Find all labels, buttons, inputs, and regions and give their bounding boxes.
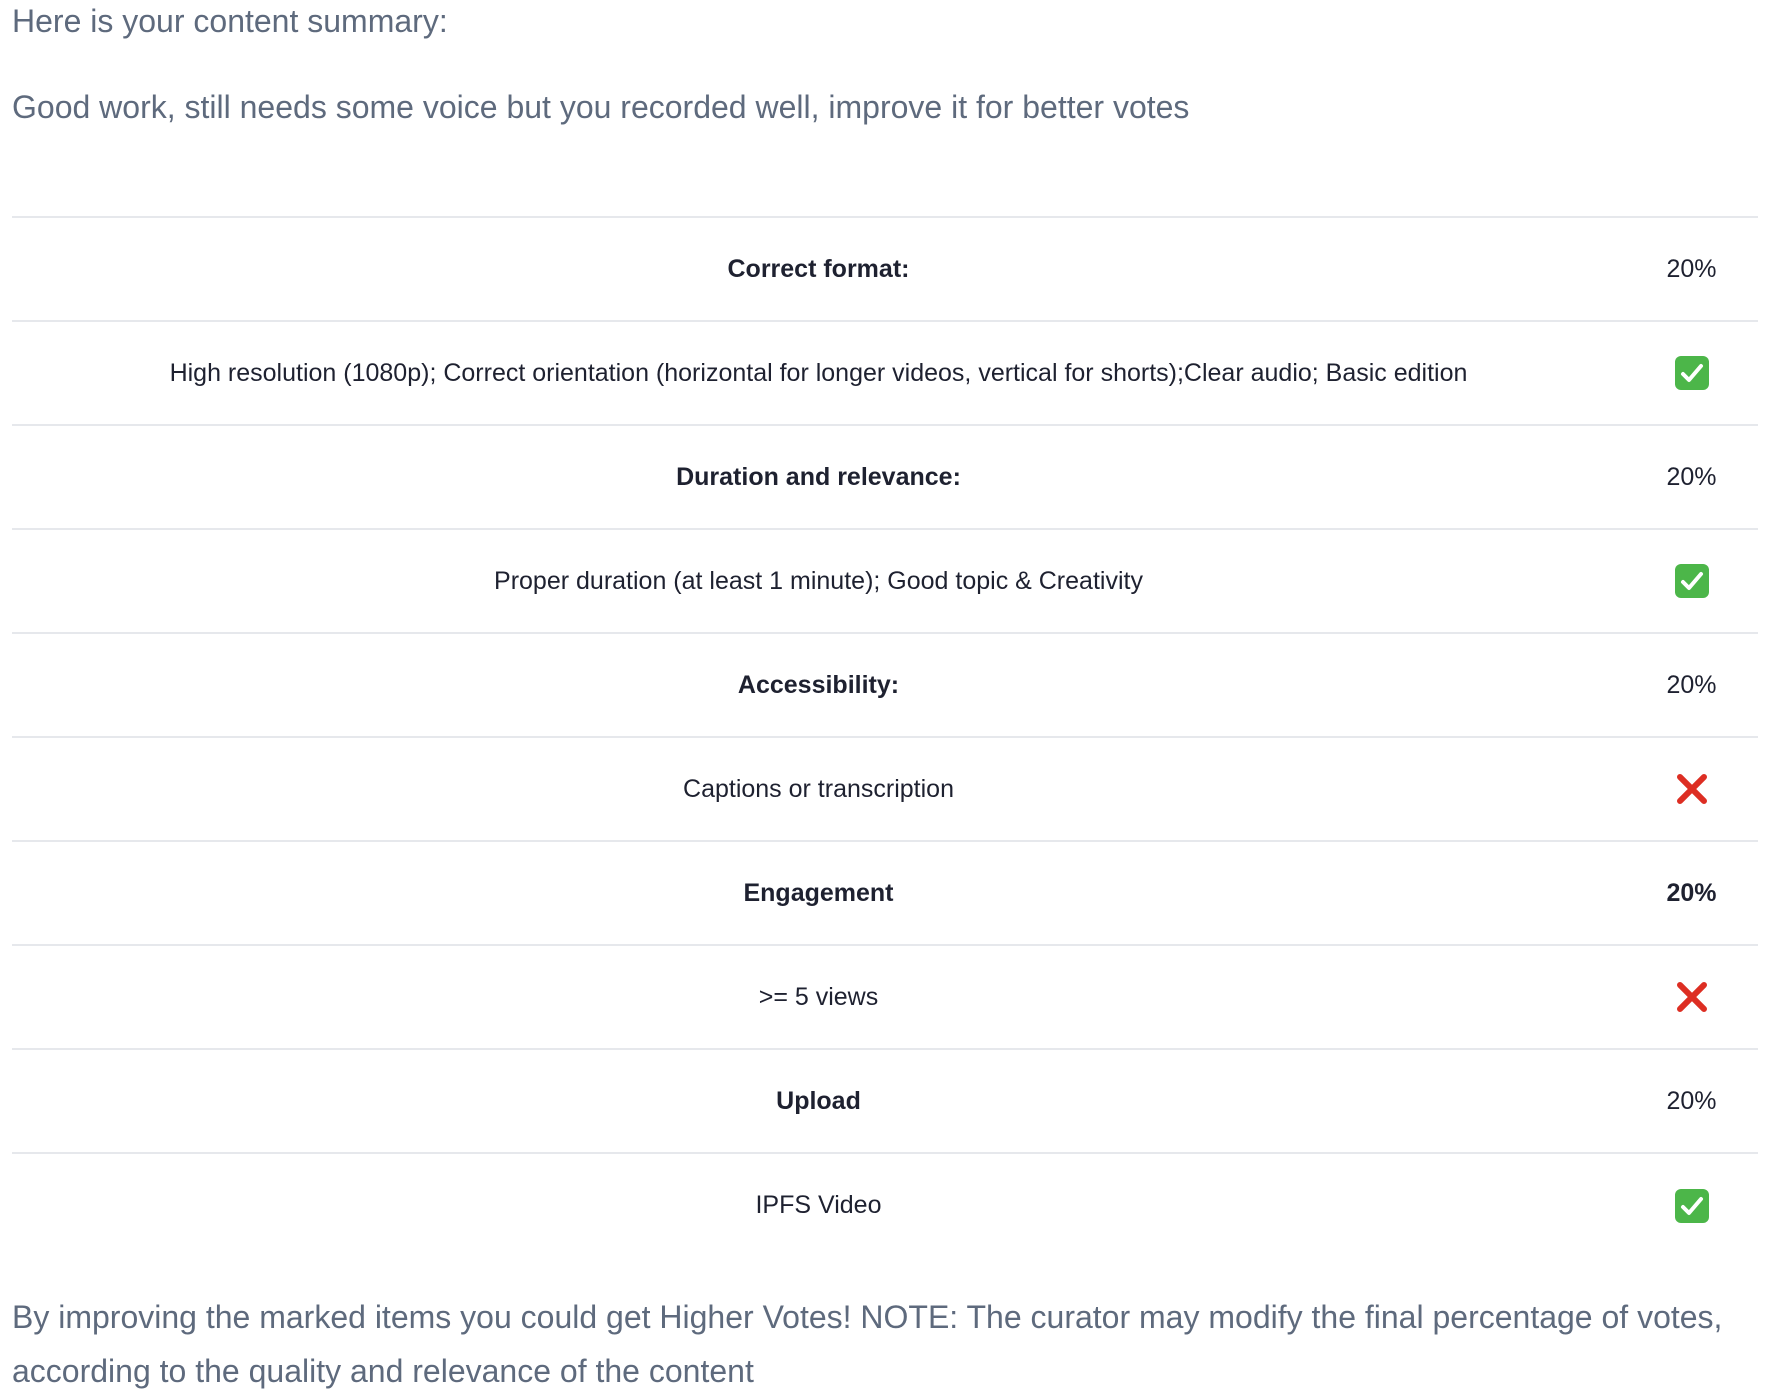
section-row-correct-format bbox=[12, 217, 1758, 321]
improvement-note: By improving the marked items you could get Higher Votes! NOTE: The curator may modify the final percentage of votes, according to the quality and relevance of the content bbox=[12, 1299, 1723, 1389]
check-icon bbox=[1675, 1189, 1709, 1223]
check-icon bbox=[1675, 564, 1709, 598]
summary-heading: Here is your content summary: bbox=[12, 3, 448, 39]
status-cell bbox=[1625, 321, 1758, 425]
section-label: Correct format: bbox=[727, 254, 910, 283]
criteria-row-captions bbox=[12, 737, 1758, 841]
section-percentage: 20% bbox=[1666, 670, 1717, 699]
criteria-label: Captions or transcription bbox=[683, 774, 954, 803]
status-cell bbox=[1625, 945, 1758, 1049]
check-icon bbox=[1675, 356, 1709, 390]
section-label: Accessibility: bbox=[737, 670, 900, 699]
section-row-engagement bbox=[12, 841, 1758, 945]
section-label: Upload bbox=[776, 1086, 861, 1115]
section-label: Engagement bbox=[743, 878, 894, 907]
feedback-text: Good work, still needs some voice but you recorded well, improve it for better votes bbox=[12, 89, 1190, 125]
status-cell bbox=[1625, 1153, 1758, 1257]
section-label: Duration and relevance: bbox=[676, 462, 961, 491]
section-percentage: 20% bbox=[1666, 1086, 1717, 1115]
criteria-label: High resolution (1080p); Correct orientation (horizontal for longer videos, vertical for shorts);Clear audio; Basic edition bbox=[169, 358, 1468, 387]
section-percentage: 20% bbox=[1666, 254, 1717, 283]
criteria-row-ipfs bbox=[12, 1153, 1758, 1257]
criteria-label: Proper duration (at least 1 minute); Good topic & Creativity bbox=[494, 566, 1143, 595]
criteria-row-views bbox=[12, 945, 1758, 1049]
status-cell bbox=[1625, 529, 1758, 633]
cross-icon bbox=[1674, 979, 1710, 1015]
content-summary-table bbox=[12, 216, 1758, 1257]
criteria-label: >= 5 views bbox=[758, 982, 879, 1011]
cross-icon bbox=[1674, 771, 1710, 807]
criteria-label: IPFS Video bbox=[755, 1191, 882, 1219]
section-row-accessibility bbox=[12, 633, 1758, 737]
section-row-upload bbox=[12, 1049, 1758, 1153]
section-percentage: 20% bbox=[1666, 462, 1717, 491]
criteria-row-format bbox=[12, 321, 1758, 425]
section-percentage: 20% bbox=[1666, 878, 1717, 907]
section-row-duration-relevance bbox=[12, 425, 1758, 529]
status-cell bbox=[1625, 737, 1758, 841]
criteria-row-duration bbox=[12, 529, 1758, 633]
